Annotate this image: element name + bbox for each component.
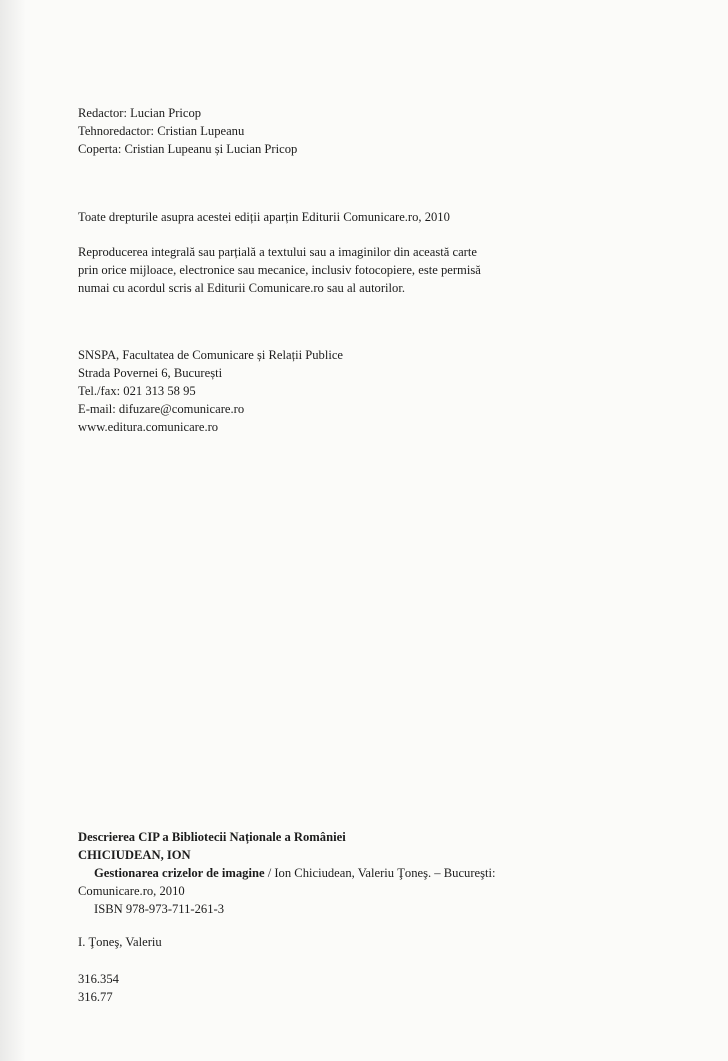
cip-title-line (94, 866, 496, 881)
copyright-notice: Toate drepturile asupra acestei ediții aparțin Editurii Comunicare.ro, 2010 (78, 210, 450, 224)
reproduction-line-2: prin orice mijloace, electronice sau mecanice, inclusiv fotocopiere, este permisă (78, 263, 481, 277)
publisher-website: www.editura.comunicare.ro (78, 420, 219, 434)
cip-coauthor: I. Ţoneş, Valeriu (78, 935, 162, 949)
cover-credit: Coperta: Cristian Lupeanu și Lucian Pricop (78, 142, 298, 156)
typesetter-credit: Tehnoredactor: Cristian Lupeanu (78, 124, 245, 138)
publisher-name: SNSPA, Facultatea de Comunicare și Relații Publice (78, 348, 344, 362)
reproduction-line-3: numai cu acordul scris al Editurii Comunicare.ro sau al autorilor. (78, 281, 405, 295)
cip-title-rest: / Ion Chiciudean, Valeriu Ţoneş. – Bucureşti: (264, 866, 496, 880)
publisher-phone: Tel./fax: 021 313 58 95 (78, 384, 196, 398)
scan-shadow (0, 0, 26, 1061)
cip-isbn: ISBN 978-973-711-261-3 (94, 902, 225, 916)
publisher-address: Strada Povernei 6, București (78, 366, 223, 380)
cip-author: CHICIUDEAN, ION (78, 848, 191, 862)
cip-class-2: 316.77 (78, 990, 113, 1004)
cip-book-title: Gestionarea crizelor de imagine (94, 866, 265, 880)
editor-credit: Redactor: Lucian Pricop (78, 106, 202, 120)
publisher-email: E-mail: difuzare@comunicare.ro (78, 402, 245, 416)
cip-publisher: Comunicare.ro, 2010 (78, 884, 185, 898)
cip-heading: Descrierea CIP a Bibliotecii Naționale a României (78, 830, 346, 844)
reproduction-line-1: Reproducerea integrală sau parțială a textului sau a imaginilor din această carte (78, 245, 477, 259)
cip-class-1: 316.354 (78, 972, 119, 986)
